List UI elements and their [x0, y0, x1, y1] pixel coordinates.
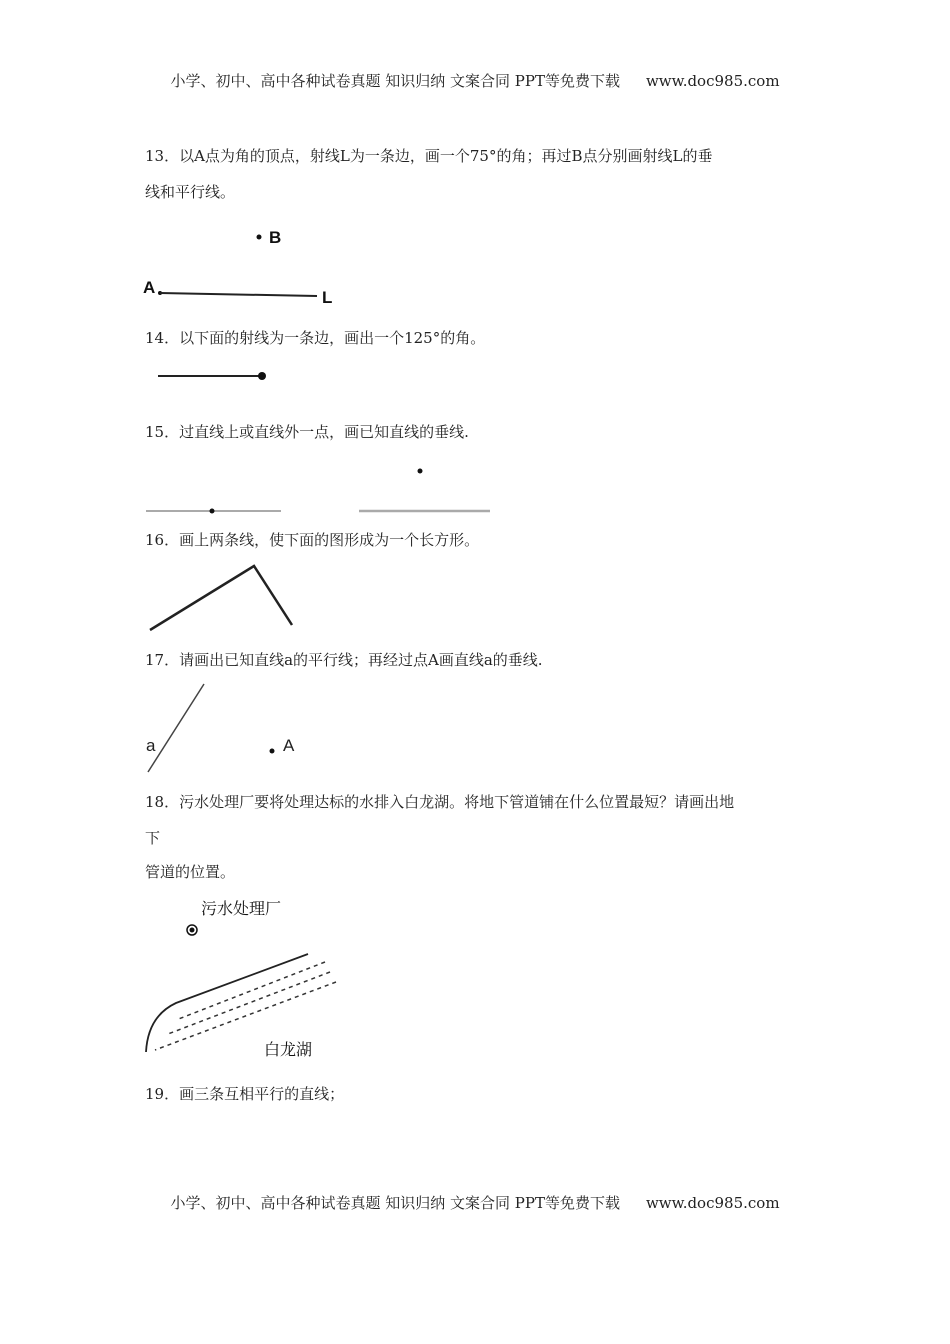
- q13-figure: [143, 228, 332, 307]
- q13-ray-l: [160, 293, 317, 296]
- q14-figure: [158, 372, 266, 380]
- q17-label-point-a: A: [283, 736, 295, 755]
- question-15-text: 15．过直线上或直线外一点，画已知直线的垂线.: [145, 423, 469, 441]
- q13-label-a: A: [143, 278, 156, 297]
- question-18-line1: 18．污水处理厂要将处理达标的水排入白龙湖。将地下管道铺在什么位置最短？请画出地: [145, 793, 735, 811]
- question-16-text: 16．画上两条线，使下面的图形成为一个长方形。: [145, 531, 480, 549]
- question-13-line2: 线和平行线。: [145, 183, 236, 201]
- q17-point-a: [270, 749, 275, 754]
- header-text: 小学、初中、高中各种试卷真题 知识归纳 文案合同 PPT等免费下载: [170, 72, 620, 90]
- q15-point-on-line: [210, 509, 215, 514]
- q17-label-a: a: [146, 736, 156, 755]
- question-14-text: 14．以下面的射线为一条边，画出一个125°的角。: [145, 329, 486, 347]
- question-19-text: 19．画三条互相平行的直线；: [145, 1085, 345, 1103]
- question-18-line3: 管道的位置。: [145, 863, 236, 881]
- question-17-text: 17．请画出已知直线a的平行线；再经过点A画直线a的垂线.: [145, 651, 543, 669]
- q15-figure: [146, 469, 490, 514]
- q17-line-a: [148, 684, 204, 772]
- question-18-line2: 下: [145, 829, 161, 847]
- q18-label-plant: 污水处理厂: [201, 899, 282, 918]
- footer-text: 小学、初中、高中各种试卷真题 知识归纳 文案合同 PPT等免费下载: [170, 1194, 620, 1212]
- q18-figure: [146, 899, 336, 1059]
- q18-water-line-2: [168, 972, 330, 1034]
- q16-two-sides: [150, 566, 292, 630]
- q13-point-b: [257, 235, 262, 240]
- q18-lake-shore: [146, 954, 308, 1052]
- q17-figure: [146, 684, 295, 772]
- header-site[interactable]: www.doc985.com: [645, 72, 780, 90]
- q18-label-lake: 白龙湖: [264, 1040, 313, 1059]
- question-13-line1: 13．以A点为角的顶点，射线L为一条边，画一个75°的角；再过B点分别画射线L的垂: [145, 147, 713, 165]
- q18-water-line-1: [176, 962, 325, 1020]
- q13-label-b: B: [269, 228, 282, 247]
- page-footer: [0, 1192, 950, 1213]
- q18-plant-marker: [190, 928, 195, 933]
- q13-label-l: L: [322, 288, 333, 307]
- q15-point-outside: [418, 469, 423, 474]
- q14-ray-endpoint: [258, 372, 266, 380]
- q16-figure: [150, 566, 292, 630]
- footer-site[interactable]: www.doc985.com: [645, 1194, 780, 1212]
